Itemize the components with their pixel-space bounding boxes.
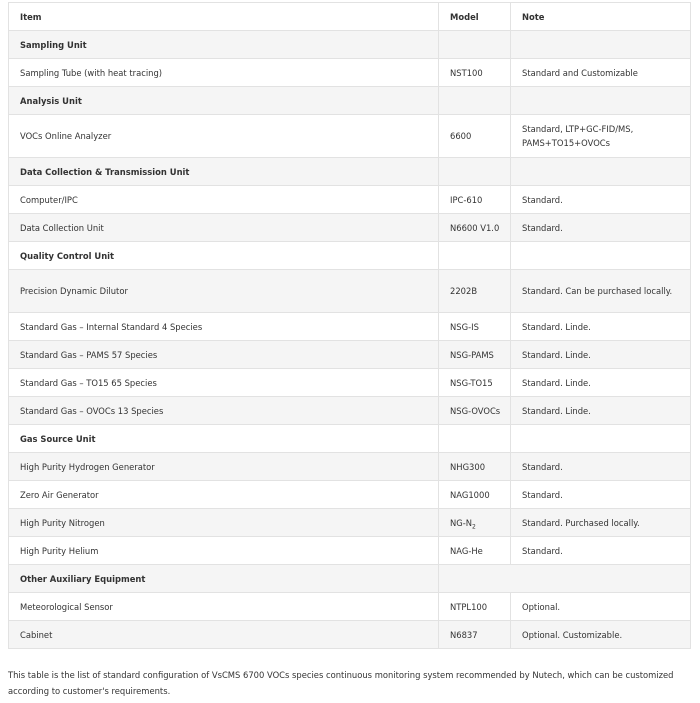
cell-model xyxy=(439,509,511,537)
footnote-text: This table is the list of standard configuration of VsCMS 6700 VOCs species continuous monitoring system recommended by Nutech, which can be customized according to customer's requirements. xyxy=(8,670,674,696)
model-text: N6837 xyxy=(450,629,478,640)
cell-empty xyxy=(511,425,691,453)
table-row xyxy=(9,509,691,537)
section-title: Quality Control Unit xyxy=(9,242,439,270)
cell-model xyxy=(439,369,511,397)
cell-item: High Purity Nitrogen xyxy=(9,509,439,537)
table-section-row xyxy=(9,158,691,186)
cell-note: Standard. Linde. xyxy=(511,341,691,369)
model-text: 2202B xyxy=(450,286,478,296)
model-text: NAG1000 xyxy=(450,489,490,500)
cell-model xyxy=(439,59,511,87)
cell-model xyxy=(439,453,511,481)
cell-empty xyxy=(439,158,511,186)
header-model: Model xyxy=(439,3,511,31)
cell-model xyxy=(439,115,511,158)
cell-note: Optional. xyxy=(511,593,691,621)
cell-model xyxy=(439,186,511,214)
model-text: NSG-OVOCs xyxy=(450,405,501,416)
model-subscript: 2 xyxy=(472,523,476,531)
table-row xyxy=(9,341,691,369)
table-section-row xyxy=(9,425,691,453)
cell-note: Standard. xyxy=(511,214,691,242)
cell-note: Standard. Linde. xyxy=(511,369,691,397)
cell-empty xyxy=(439,425,511,453)
cell-item: High Purity Hydrogen Generator xyxy=(9,453,439,481)
cell-item: Standard Gas – TO15 65 Species xyxy=(9,369,439,397)
table-row xyxy=(9,214,691,242)
table-row xyxy=(9,537,691,565)
model-text: N6600 V1.0 xyxy=(450,222,500,233)
cell-item: Sampling Tube (with heat tracing) xyxy=(9,59,439,87)
cell-note: Standard, LTP+GC-FID/MS, PAMS+TO15+OVOCs xyxy=(511,115,691,158)
table-row xyxy=(9,369,691,397)
cell-model xyxy=(439,214,511,242)
table-header-row xyxy=(9,3,691,31)
cell-empty xyxy=(511,242,691,270)
cell-model xyxy=(439,270,511,313)
table-body xyxy=(9,31,691,649)
table-row xyxy=(9,453,691,481)
header-item: Item xyxy=(9,3,439,31)
cell-item: High Purity Helium xyxy=(9,537,439,565)
model-text: NTPL100 xyxy=(450,601,488,612)
cell-note: Standard. Linde. xyxy=(511,313,691,341)
cell-note: Standard. Purchased locally. xyxy=(511,509,691,537)
table-row xyxy=(9,186,691,214)
table-section-row xyxy=(9,87,691,115)
cell-model xyxy=(439,341,511,369)
table-row xyxy=(9,593,691,621)
cell-note: Standard. Can be purchased locally. xyxy=(511,270,691,313)
cell-note: Standard. xyxy=(511,186,691,214)
cell-model xyxy=(439,313,511,341)
table-row xyxy=(9,621,691,649)
section-title: Other Auxiliary Equipment xyxy=(9,565,439,593)
section-title: Gas Source Unit xyxy=(9,425,439,453)
cell-note: Standard. xyxy=(511,453,691,481)
cell-empty xyxy=(511,158,691,186)
model-text: 6600 xyxy=(450,131,472,141)
section-title: Analysis Unit xyxy=(9,87,439,115)
table-row xyxy=(9,481,691,509)
table-row xyxy=(9,397,691,425)
cell-note: Standard and Customizable xyxy=(511,59,691,87)
cell-empty xyxy=(439,87,511,115)
cell-item: Computer/IPC xyxy=(9,186,439,214)
cell-item: Meteorological Sensor xyxy=(9,593,439,621)
model-text: NSG-IS xyxy=(450,321,479,332)
model-text: NHG300 xyxy=(450,461,486,472)
section-title: Sampling Unit xyxy=(9,31,439,59)
model-text: NSG-TO15 xyxy=(450,377,493,388)
table-section-row xyxy=(9,31,691,59)
cell-model xyxy=(439,537,511,565)
model-text: IPC-610 xyxy=(450,194,483,205)
cell-note: Standard. xyxy=(511,537,691,565)
cell-empty xyxy=(439,565,691,593)
cell-item: Precision Dynamic Dilutor xyxy=(9,270,439,313)
cell-item: Zero Air Generator xyxy=(9,481,439,509)
cell-item: Cabinet xyxy=(9,621,439,649)
cell-empty xyxy=(511,31,691,59)
cell-empty xyxy=(439,31,511,59)
table-row xyxy=(9,270,691,313)
cell-item: Standard Gas – Internal Standard 4 Species xyxy=(9,313,439,341)
section-title: Data Collection & Transmission Unit xyxy=(9,158,439,186)
cell-note: Standard. xyxy=(511,481,691,509)
table-row xyxy=(9,59,691,87)
configuration-table xyxy=(8,2,691,649)
cell-model xyxy=(439,621,511,649)
model-text: NAG-He xyxy=(450,545,483,556)
cell-item: Data Collection Unit xyxy=(9,214,439,242)
cell-note: Standard. Linde. xyxy=(511,397,691,425)
model-text: NST100 xyxy=(450,67,483,78)
cell-item: VOCs Online Analyzer xyxy=(9,115,439,158)
table-section-row xyxy=(9,242,691,270)
header-note: Note xyxy=(511,3,691,31)
cell-model xyxy=(439,481,511,509)
cell-item: Standard Gas – PAMS 57 Species xyxy=(9,341,439,369)
table-row xyxy=(9,115,691,158)
table-row xyxy=(9,313,691,341)
cell-model xyxy=(439,593,511,621)
cell-note: Optional. Customizable. xyxy=(511,621,691,649)
table-section-row xyxy=(9,565,691,593)
cell-model xyxy=(439,397,511,425)
cell-item: Standard Gas – OVOCs 13 Species xyxy=(9,397,439,425)
model-text: NSG-PAMS xyxy=(450,349,494,360)
cell-empty xyxy=(439,242,511,270)
cell-empty xyxy=(511,87,691,115)
model-text: NG-N xyxy=(450,517,473,528)
